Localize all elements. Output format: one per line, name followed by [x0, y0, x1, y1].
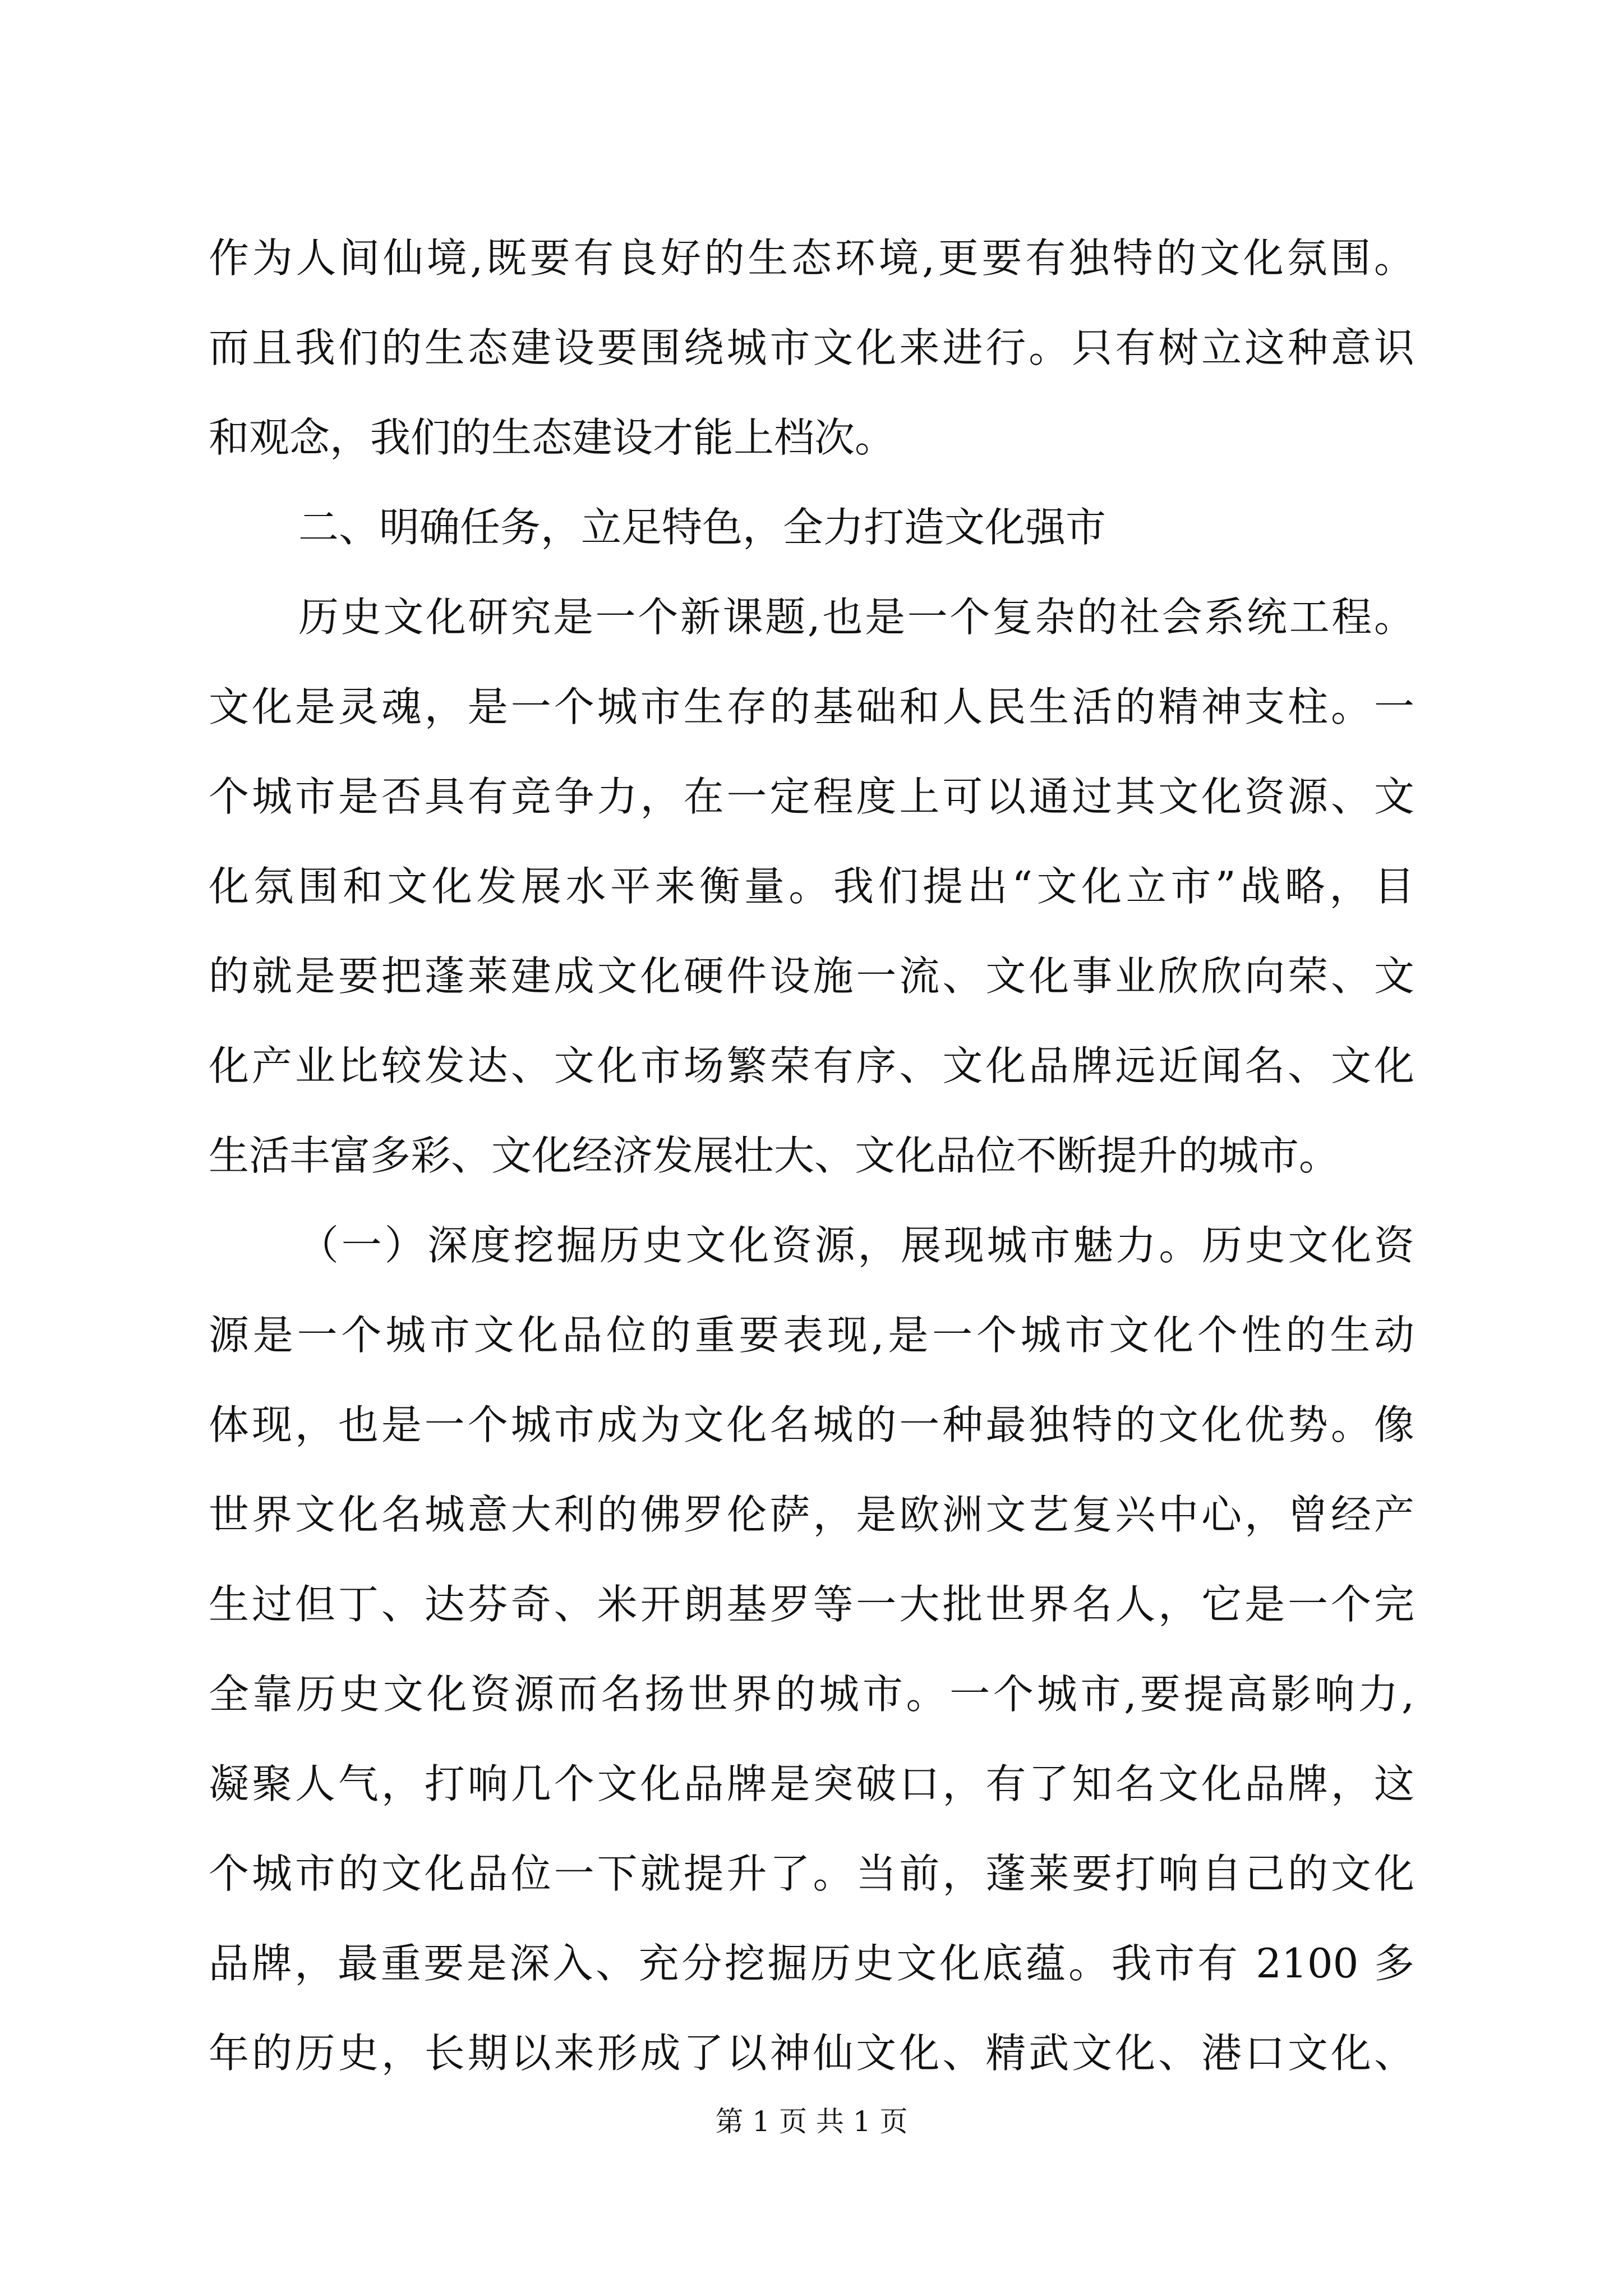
text-line: 个城市是否具有竞争力，在一定程度上可以通过其文化资源、文	[209, 773, 1414, 820]
text-line: 作为人间仙境,既要有良好的生态环境,更要有独特的文化氛围。	[209, 234, 1414, 282]
text-line: 凝聚人气，打响几个文化品牌是突破口，有了知名文化品牌，这	[209, 1760, 1414, 1807]
text-line: 生活丰富多彩、文化经济发展壮大、文化品位不断提升的城市。	[209, 1132, 1340, 1179]
text-line: 品牌，最重要是深入、充分挖掘历史文化底蕴。我市有 2100 多	[209, 1940, 1414, 1987]
text-line: （一）深度挖掘历史文化资源，展现城市魅力。历史文化资	[298, 1222, 1414, 1269]
text-line: 源是一个城市文化品位的重要表现,是一个城市文化个性的生动	[209, 1312, 1414, 1359]
text-line: 全靠历史文化资源而名扬世界的城市。一个城市,要提高影响力,	[209, 1671, 1414, 1718]
text-line: 的就是要把蓬莱建成文化硬件设施一流、文化事业欣欣向荣、文	[209, 953, 1414, 1000]
page-number-footer: 第 1 页 共 1 页	[715, 2105, 908, 2138]
text-line: 年的历史，长期以来形成了以神仙文化、精武文化、港口文化、	[209, 2030, 1414, 2077]
section-heading: 二、明确任务，立足特色，全力打造文化强市	[298, 504, 1106, 551]
text-line: 文化是灵魂，是一个城市生存的基础和人民生活的精神支柱。一	[209, 683, 1414, 730]
text-line: 历史文化研究是一个新课题,也是一个复杂的社会系统工程。	[298, 593, 1414, 641]
text-line: 化产业比较发达、文化市场繁荣有序、文化品牌远近闻名、文化	[209, 1042, 1414, 1089]
text-line: 和观念，我们的生态建设才能上档次。	[209, 414, 896, 461]
text-line: 体现，也是一个城市成为文化名城的一种最独特的文化优势。像	[209, 1401, 1414, 1448]
text-line: 化氛围和文化发展水平来衡量。我们提出“文化立市”战略，目	[209, 863, 1414, 910]
text-line: 个城市的文化品位一下就提升了。当前，蓬莱要打响自己的文化	[209, 1850, 1414, 1897]
text-line: 世界文化名城意大利的佛罗伦萨，是欧洲文艺复兴中心，曾经产	[209, 1491, 1414, 1538]
text-line: 而且我们的生态建设要围绕城市文化来进行。只有树立这种意识	[209, 324, 1414, 371]
text-line: 生过但丁、达芬奇、米开朗基罗等一大批世界名人，它是一个完	[209, 1581, 1414, 1628]
